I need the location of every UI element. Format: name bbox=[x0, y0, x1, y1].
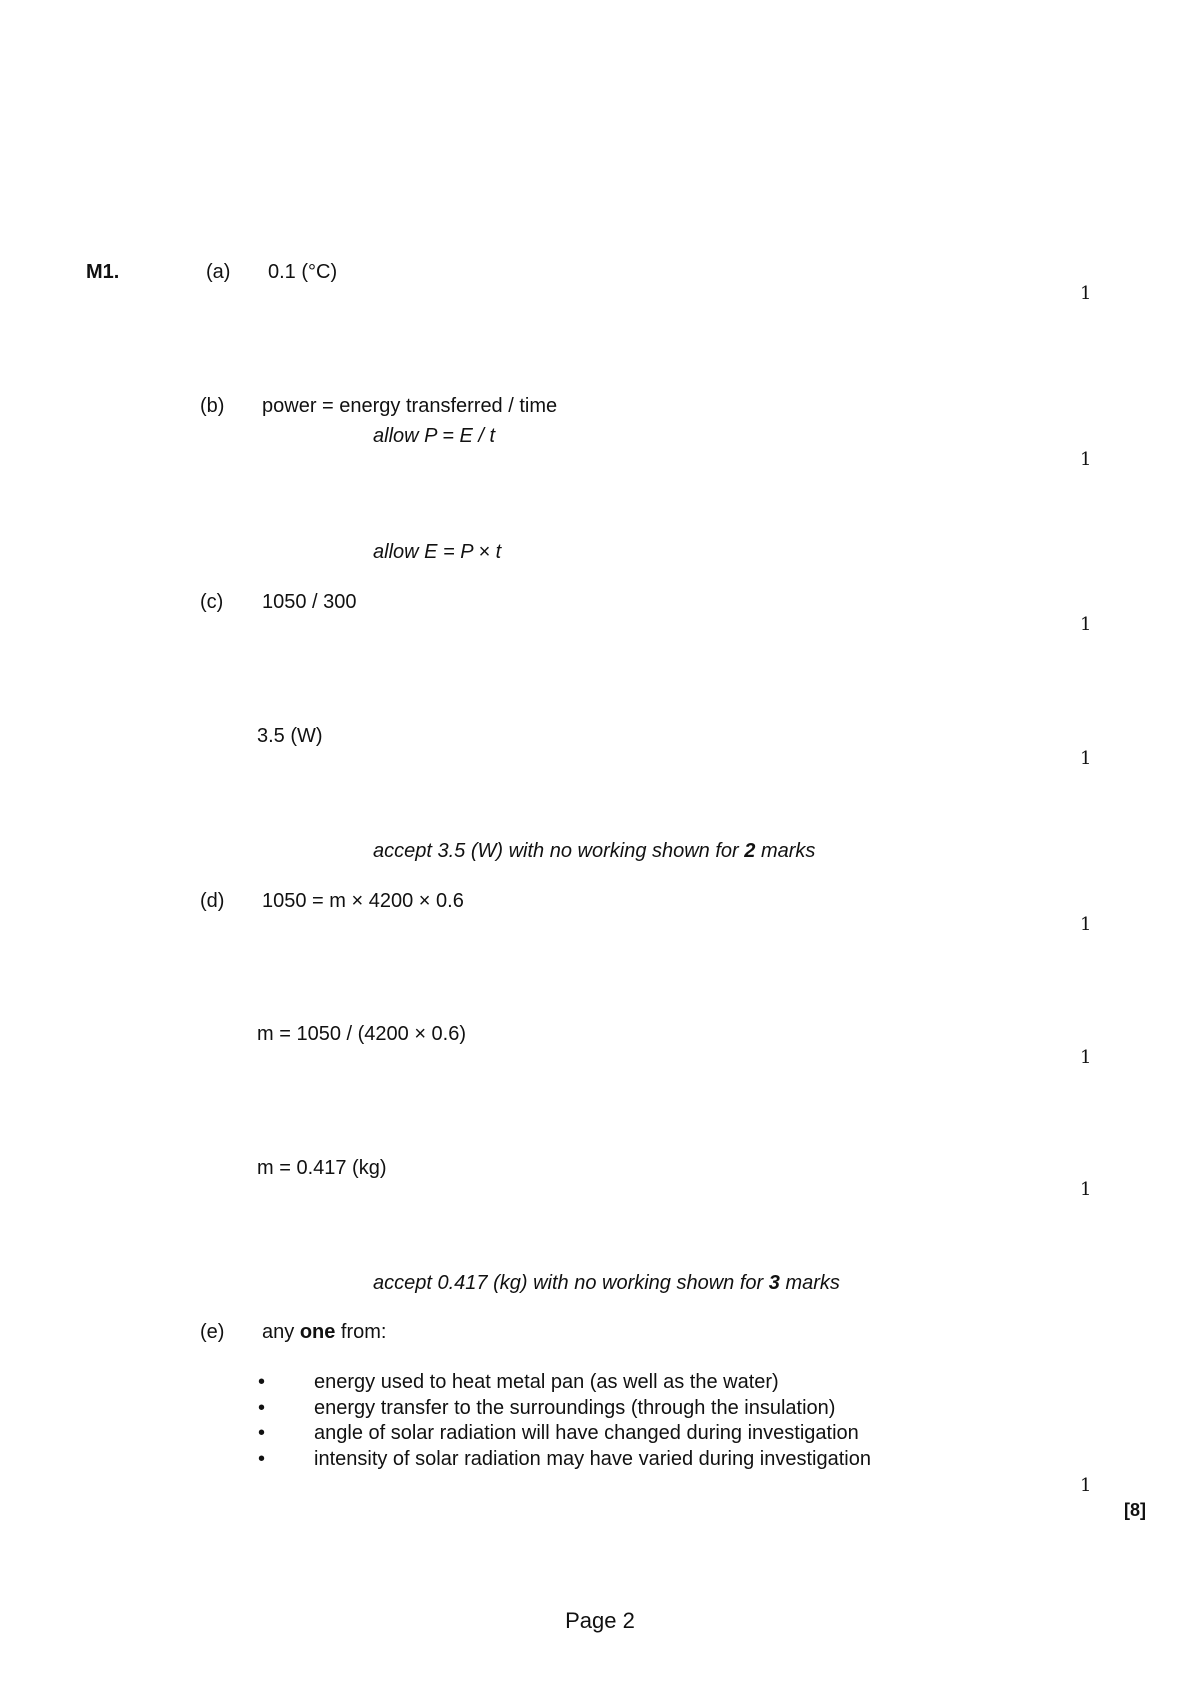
part-c-label: (c) bbox=[200, 591, 224, 613]
part-e-intro-suffix: from: bbox=[335, 1321, 387, 1343]
part-d-note bbox=[373, 1271, 840, 1295]
page-number: Page 2 bbox=[565, 1608, 635, 1633]
part-d-note-prefix: accept 0.417 (kg) with no working shown for bbox=[373, 1272, 769, 1294]
part-c-step-1: 1050 / 300 bbox=[262, 591, 357, 613]
part-e-intro bbox=[262, 1320, 387, 1344]
part-b-answer: power = energy transferred / time bbox=[262, 395, 558, 417]
part-d-step-3: m = 0.417 (kg) bbox=[257, 1157, 387, 1179]
part-e-intro-prefix: any bbox=[262, 1321, 300, 1343]
bullet-dot: • bbox=[258, 1397, 266, 1419]
part-e-mark: 1 bbox=[1080, 1475, 1092, 1496]
part-a-label: (a) bbox=[206, 261, 231, 283]
part-d-mark-1: 1 bbox=[1080, 914, 1092, 935]
question-number: M1. bbox=[86, 261, 120, 283]
bullet-dot: • bbox=[258, 1371, 266, 1393]
bullet-dot: • bbox=[258, 1422, 266, 1444]
part-e-bullet-text: intensity of solar radiation may have varied during investigation bbox=[314, 1448, 871, 1470]
part-c-step-2: 3.5 (W) bbox=[257, 725, 323, 747]
part-b-mark: 1 bbox=[1080, 449, 1092, 470]
part-b-label: (b) bbox=[200, 395, 225, 417]
part-e-intro-one: one bbox=[299, 1321, 336, 1343]
part-c-note bbox=[373, 839, 815, 863]
part-d-step-1: 1050 = m × 4200 × 0.6 bbox=[262, 890, 464, 912]
part-b-note-2: allow E = P × t bbox=[373, 541, 502, 563]
part-a-answer: 0.1 (°C) bbox=[268, 261, 338, 283]
part-d-note-marks: 3 bbox=[768, 1272, 780, 1294]
part-e-label: (e) bbox=[200, 1321, 225, 1343]
part-d-mark-3: 1 bbox=[1080, 1179, 1092, 1200]
part-d-label: (d) bbox=[200, 890, 225, 912]
total-marks: [8] bbox=[1124, 1500, 1146, 1520]
part-c-mark-2: 1 bbox=[1080, 748, 1092, 769]
part-e-bullet-text: energy used to heat metal pan (as well as the water) bbox=[314, 1371, 779, 1393]
part-d-mark-2: 1 bbox=[1080, 1047, 1092, 1068]
part-b-note-1: allow P = E / t bbox=[373, 425, 496, 447]
part-c-mark-1: 1 bbox=[1080, 614, 1092, 635]
part-a-mark: 1 bbox=[1080, 283, 1092, 304]
part-d-note-suffix: marks bbox=[779, 1272, 840, 1294]
part-e-bullet-text: angle of solar radiation will have changed during investigation bbox=[314, 1422, 859, 1444]
part-d-step-2: m = 1050 / (4200 × 0.6) bbox=[257, 1023, 467, 1045]
part-c-note-prefix: accept 3.5 (W) with no working shown for bbox=[373, 840, 745, 862]
part-c-note-suffix: marks bbox=[755, 840, 816, 862]
part-c-note-marks: 2 bbox=[744, 840, 756, 862]
part-e-bullet-text: energy transfer to the surroundings (through the insulation) bbox=[314, 1397, 836, 1419]
bullet-dot: • bbox=[258, 1448, 266, 1470]
